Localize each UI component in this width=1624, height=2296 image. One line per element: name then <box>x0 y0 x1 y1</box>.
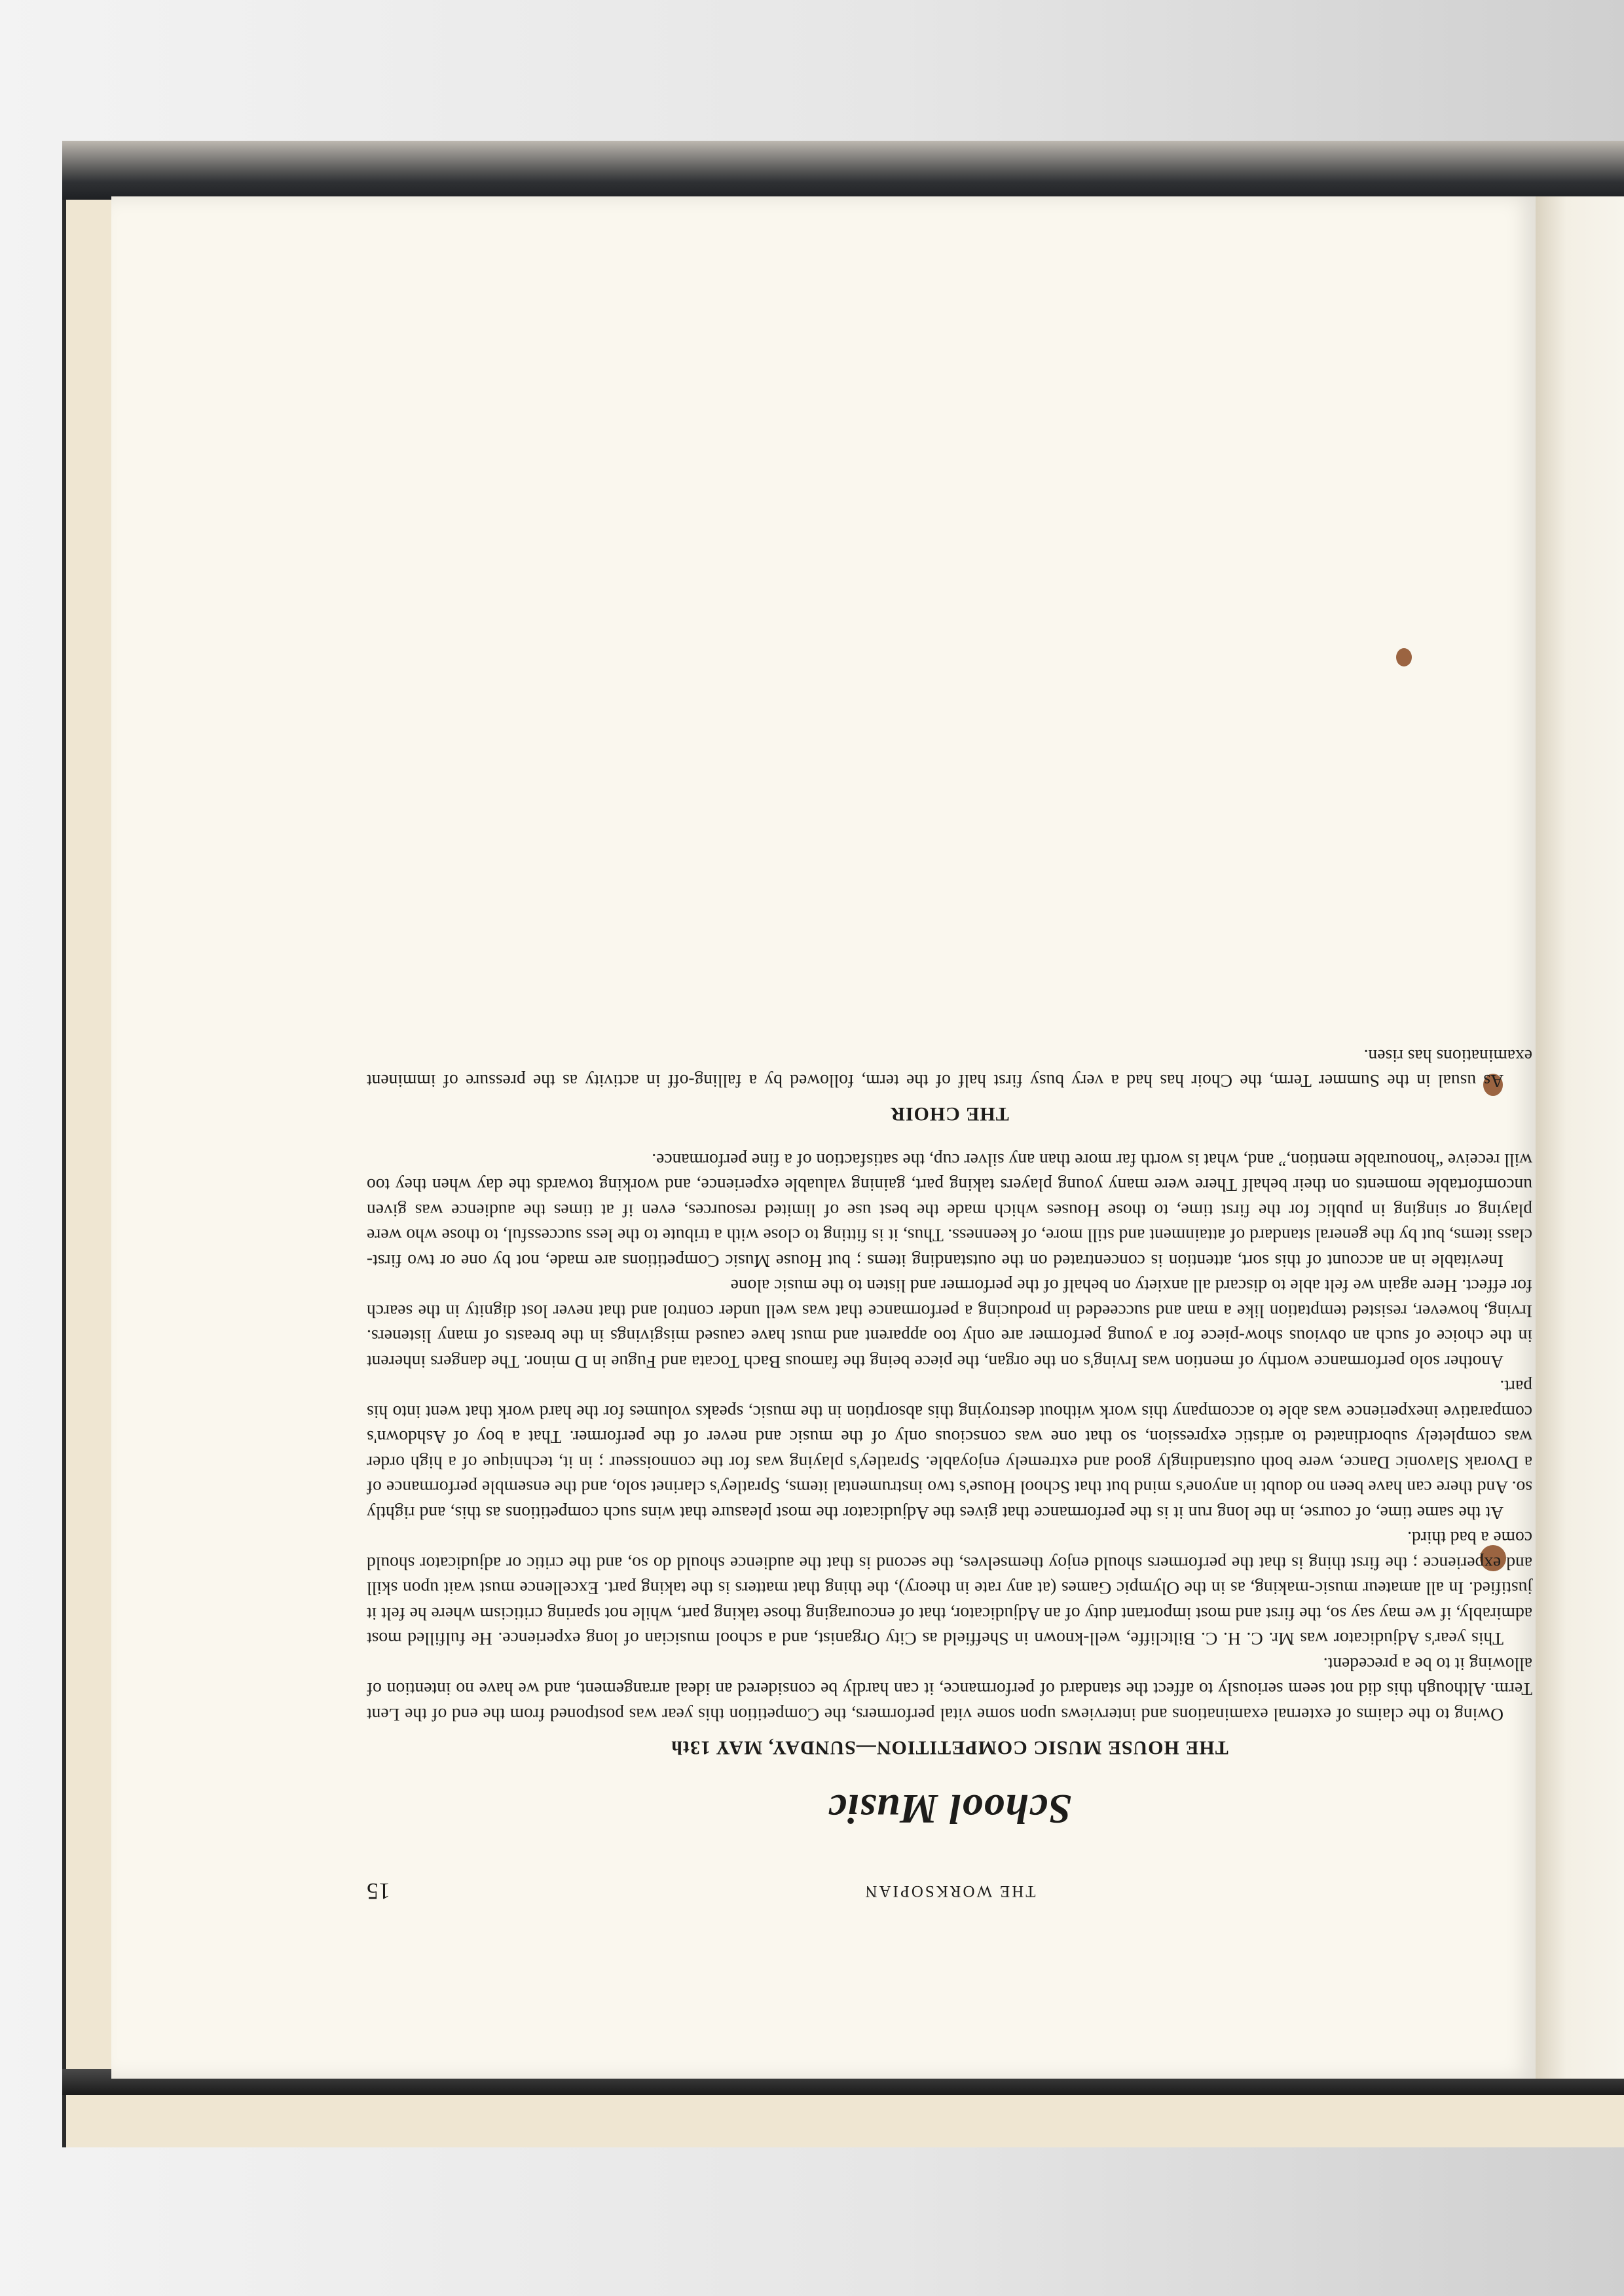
choir-heading: THE CHOIR <box>890 1103 1009 1125</box>
running-head <box>367 1866 1532 1905</box>
body-paragraph: At the same time, of course, in the long run it is the performance that gives the Adjudicator the most pleasure that wins such competitions as this, and rightly so. And there can have been no doubt in anyone's mind but that School House's two instrumental items, Spratley's clarinet solo, and the ensemble performance of a Dvorak Slavonic Dance, were both outstandingly good and extremely enjoyable. Spratley's playing was for the connoisseur ; in it, technique of a high order was completely subordinated to artistic expression, so that one was conscious only of the music and never of the performer. That a boy of Ashdown's comparative inexperience was able to accompany this work without destroying this absorption in the music, speaks volumes for the hard work that went into his part. <box>367 1377 1532 1523</box>
body-paragraph: Another solo performance worthy of mention was Irving's on the organ, the piece being the famous Bach Tocata and Fugue in D minor. The dangers inherent in the choice of such an obvious show-piece for a young performer are only too apparent and must have caused misgivings in the breasts of many listeners. Irving, however, resisted temptation like a man and succeeded in producing a performance that was well under control and that never lost dignity in the search for effect. Here again we felt able to discard all anxiety on behalf of the performer and listen to the music alone <box>367 1276 1532 1372</box>
printed-text-block <box>367 419 1532 1905</box>
page-title: School Music <box>827 1786 1072 1832</box>
body-paragraph: As usual in the Summer Term, the Choir has had a very busy first half of the term, followed by a falling-off in activity as the pressure of imminent examinations has risen. <box>367 1046 1532 1092</box>
page-number: 15 <box>367 1878 390 1904</box>
body-paragraph: This year's Adjudicator was Mr. C. H. C. Biltcliffe, well-known in Sheffield as City Organist, and a school musician of long experience. He fulfilled most admirably, if we may say so, the first and most important duty of an Adjudicator, that of encouraging those taking part, while not sparing criticism where he felt it justified. In all amateur music-making, as in the Olympic Games (at any rate in theory), the thing that matters is the taking part. Excellence must wait upon skill and experience ; the first thing is that the performers should enjoy themselves, the second is that the audience should do so, and the critic or adjudicator should come a bad third. <box>367 1528 1532 1650</box>
body-paragraph: Inevitable in an account of this sort, attention is concentrated on the outstanding items ; but House Music Competitions are made, not by one or two first-class items, but by the general standard of attainment and still more, of keenness. Thus, it is fitting to close with a tribute to the less successful, to those who were playing or singing in public for the first time, to those Houses which made the best use of limited resources, even if at times the audience was given uncomfortable moments on their behalf There were many young players taking part, gaining valuable experience, and working towards the day when they too will receive “honourable mention,” and, what is worth far more than any silver cup, the satisfaction of a fine performance. <box>367 1150 1532 1271</box>
cover-top-edge <box>62 141 1624 200</box>
body-paragraph: Owing to the claims of external examinations and interviews upon some vital performers, the Competition this year was postponed from the end of the Lent Term. Although this did not seem seriously to affect the standard of performance, it can hardly be considered an ideal arrangement, and we have no intention of allowing it to be a precedent. <box>367 1654 1532 1725</box>
journal-name: THE WORKSOPIAN <box>863 1882 1036 1900</box>
next-page-edge <box>1536 196 1624 2079</box>
competition-heading: THE HOUSE MUSIC COMPETITION—SUNDAY, MAY 13th <box>671 1737 1228 1758</box>
